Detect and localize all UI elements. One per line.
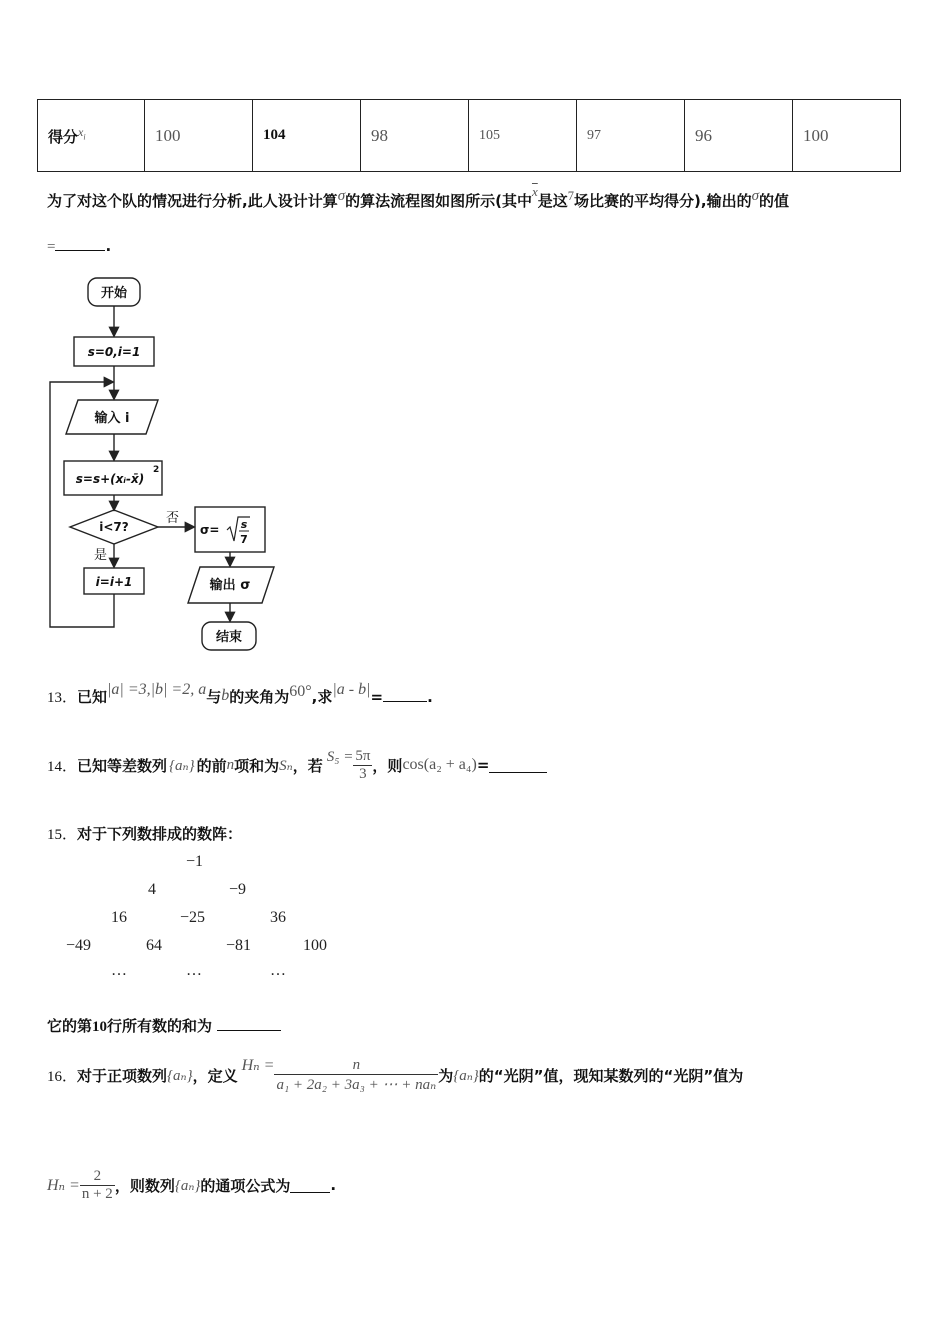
- matrix-r1-c1: −1: [186, 853, 204, 870]
- table-row: [38, 100, 901, 172]
- q14-number: 14．: [47, 758, 78, 775]
- flow-input-label: 输入 i: [94, 411, 130, 426]
- q14-math-3: Sₙ: [279, 757, 293, 774]
- q14-equals: =: [476, 756, 490, 774]
- flow-no-label: 否: [166, 511, 180, 526]
- flow-end-label: 结束: [215, 630, 243, 645]
- score-cell-2: 104: [253, 100, 361, 172]
- q13-number: 13．: [47, 690, 78, 706]
- score-var-sub: i: [83, 131, 86, 141]
- score-cell-5: 97: [577, 100, 685, 172]
- intro-text-5: 的值: [758, 192, 789, 210]
- intro-text-4: 场比赛的平均得分),输出的: [574, 192, 752, 210]
- q13-text-3: 的夹角为: [229, 688, 290, 706]
- question-16-line-2: [47, 1160, 336, 1210]
- q15-text-1: 对于下列数排成的数阵：: [77, 825, 243, 843]
- matrix-r4-c1: −49: [66, 937, 92, 954]
- q13-math-3: 60°: [289, 683, 312, 700]
- flow-init-label: s=0,i=1: [87, 345, 141, 359]
- score-label: 得分: [48, 127, 79, 146]
- question-13: [47, 681, 433, 707]
- q13-math-2: b: [221, 687, 230, 704]
- matrix-r4-c2: 64: [146, 937, 162, 954]
- xbar-symbol: $\overline{x}$: [531, 184, 538, 199]
- q13-math-4: |a - b|: [332, 681, 371, 698]
- sigma-symbol-2: σ: [751, 188, 759, 204]
- q16-math-3: {aₙ}: [453, 1067, 479, 1084]
- answer-blank-16: [290, 1178, 330, 1193]
- q15-number: 15．: [47, 827, 78, 843]
- matrix-r2-c1: 4: [148, 881, 156, 898]
- flow-frac-den: 7: [240, 533, 248, 546]
- q16-fraction: [274, 1057, 438, 1094]
- q16-text-4: 的“光阴”值，现知某数列的“光阴”值为: [478, 1066, 744, 1085]
- q16-text-5: ，则数列: [114, 1176, 175, 1195]
- score-cell-1: 100: [145, 100, 253, 172]
- q13-end: .: [427, 688, 433, 706]
- answer-blank-12: [55, 236, 105, 251]
- score-cell-6: 96: [685, 100, 793, 172]
- intro-text-3: 是这: [537, 192, 568, 210]
- matrix-r5-c3: …: [270, 962, 286, 979]
- matrix-r4-c4: 100: [303, 937, 327, 954]
- matrix-r3-c1: 16: [111, 909, 127, 926]
- matrix-r4-c3: −81: [226, 937, 252, 954]
- q14-text-2: 的前: [196, 756, 227, 775]
- score-label-cell: [38, 100, 145, 172]
- flow-update-exp: 2: [153, 465, 160, 475]
- q14-text-1: 已知等差数列: [77, 756, 168, 775]
- q15-text-3: 行所有数的和为: [107, 1017, 213, 1035]
- intro-end: .: [105, 237, 112, 255]
- question-16: [47, 1050, 743, 1100]
- score-var: x: [78, 124, 84, 139]
- score-cell-7: 100: [793, 100, 901, 172]
- answer-blank-13: [383, 687, 427, 702]
- seven-symbol: 7: [567, 189, 575, 203]
- flow-update-label: s=s+(xᵢ-x̄): [75, 472, 145, 486]
- q16-hn: Hₙ =: [241, 1057, 275, 1074]
- flow-cond-label: i<7?: [99, 520, 129, 534]
- q14-math-5: cos(a₂ + a₄): [402, 756, 477, 773]
- q14-text-5: ，则: [372, 756, 403, 775]
- q14-text-3: 项和为: [234, 756, 280, 775]
- score-table: [37, 99, 901, 172]
- question-14: [47, 740, 547, 790]
- intro-text-2: 的算法流程图如图所示(其中: [345, 192, 532, 210]
- q14-math-1: {aₙ}: [169, 757, 195, 774]
- flow-frac-num: s: [240, 518, 248, 531]
- q16-text-6: 的通项公式为: [200, 1176, 291, 1195]
- question-15: [47, 823, 242, 844]
- q13-math-1: |a| =3,|b| =2, a: [107, 681, 207, 698]
- q15-row-number: 10: [92, 1019, 108, 1035]
- flowchart: [40, 275, 290, 660]
- q16-text-1: 对于正项数列: [77, 1066, 168, 1085]
- q16-hn-2: Hₙ =: [47, 1177, 80, 1194]
- flow-output-label: 输出 σ: [209, 578, 251, 593]
- q16-math-1: {aₙ}: [167, 1067, 193, 1084]
- q14-frac-num: 5π: [355, 747, 371, 764]
- q16-number: 16．: [47, 1068, 78, 1085]
- flow-sigma-label: σ=: [200, 523, 220, 537]
- intro-text-1: 为了对这个队的情况进行分析,此人设计计算: [47, 192, 338, 210]
- q13-text-2: 与: [206, 688, 222, 706]
- q15-text-2: 它的第: [47, 1017, 93, 1035]
- q16-end: .: [330, 1176, 337, 1194]
- matrix-r3-c3: 36: [270, 909, 286, 926]
- q14-math-4: S₅ =: [326, 748, 354, 765]
- score-cell-3: 98: [361, 100, 469, 172]
- q16-frac-num: n: [274, 1057, 438, 1075]
- q16-math-5: {aₙ}: [174, 1177, 201, 1194]
- q16-frac2-den: n + 2: [81, 1185, 113, 1202]
- q16-frac-den: a₁ + 2a₂ + 3a₃ + ⋯ + naₙ: [276, 1076, 437, 1093]
- intro-line-1: [47, 184, 789, 211]
- q13-equals: =: [370, 688, 384, 706]
- q14-frac-den: 3: [359, 765, 367, 782]
- answer-blank-15: [217, 1016, 281, 1031]
- matrix-r3-c2: −25: [180, 909, 206, 926]
- q16-text-2: ，定义: [192, 1066, 238, 1085]
- matrix-r5-c1: …: [111, 962, 127, 979]
- intro-line-2: [47, 236, 111, 256]
- q14-fraction: [353, 748, 372, 783]
- q13-text-1: 已知: [77, 688, 108, 706]
- q13-text-4: ,求: [311, 688, 333, 706]
- matrix-r2-c2: −9: [229, 881, 247, 898]
- q14-math-2: n: [226, 756, 235, 773]
- flow-start-label: 开始: [100, 286, 128, 301]
- intro-equals: =: [47, 239, 56, 255]
- q16-fraction-2: [80, 1168, 115, 1203]
- q16-text-3: 为: [438, 1066, 454, 1085]
- flow-yes-label: 是: [94, 548, 108, 563]
- flow-incr-label: i=i+1: [95, 575, 133, 589]
- score-cell-4: 105: [469, 100, 577, 172]
- sigma-symbol: σ: [337, 188, 346, 204]
- q16-frac2-num: 2: [80, 1168, 115, 1186]
- matrix-r5-c2: …: [186, 962, 202, 979]
- q14-text-4: ，若: [292, 756, 323, 775]
- q15-prompt: [47, 1015, 281, 1036]
- answer-blank-14: [489, 758, 547, 773]
